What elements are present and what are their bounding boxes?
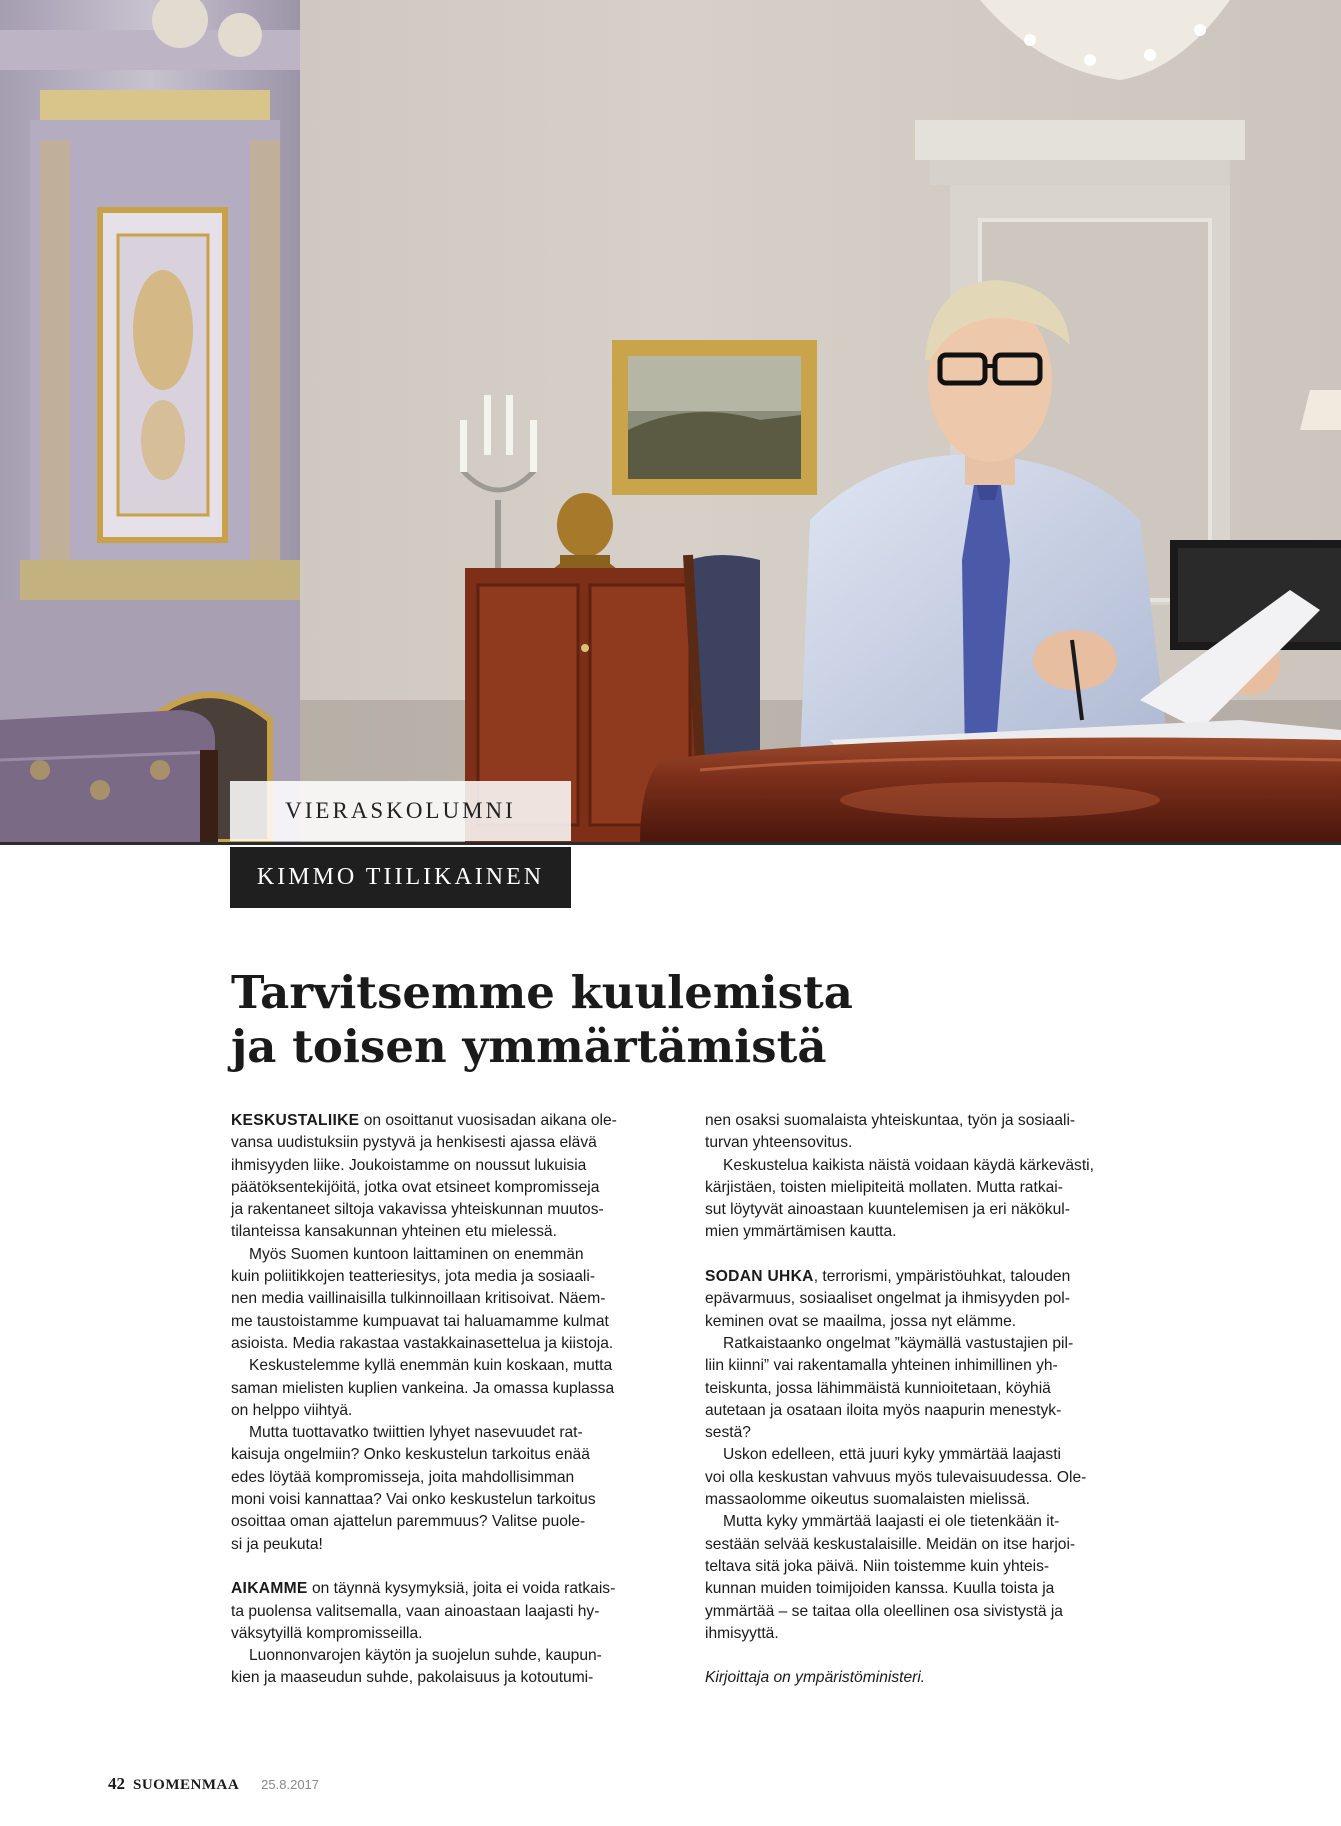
framed-painting [612, 340, 817, 495]
body-column-right [705, 1110, 1145, 1690]
paragraph-line [231, 1110, 671, 1132]
paragraph-line: turvan yhteensovitus. [705, 1134, 853, 1152]
text: , terrorismi, ympäristöuhkat, talouden [813, 1268, 1071, 1286]
paragraph-line [231, 1578, 671, 1600]
paragraph-line: Keskustelemme kyllä enemmän kuin koskaan, mutta [249, 1357, 613, 1375]
paragraph-line: Mutta kyky ymmärtää laajasti ei ole tietenkään it- [723, 1513, 1060, 1531]
paragraph-line: kunnan muiden toimijoiden kanssa. Kuulla toista ja [705, 1580, 1055, 1598]
polished-table [640, 738, 1341, 843]
paragraph-line: ihmisyyttä. [705, 1624, 779, 1642]
paragraph-line: sut löytyvät ainoastaan kuuntelemisen ja eri näkökul- [705, 1201, 1070, 1219]
issue-date: 25.8.2017 [261, 1777, 320, 1792]
paragraph-line: kaisuja ongelmiin? Onko keskustelun tarkoitus enää [231, 1446, 590, 1464]
paragraph-line: ja rakentaneet siltoja vakavissa yhteiskunnan muutos- [231, 1201, 604, 1219]
paragraph-line: kuin poliitikkojen teatteriesitys, jota media ja sosiaali- [231, 1268, 596, 1286]
paragraph-line: tilanteissa kansakunnan yhteinen etu mielessä. [231, 1223, 557, 1241]
paragraph-line: Luonnonvarojen käytön ja suojelun suhde, kaupun- [249, 1647, 602, 1665]
hero-photo [0, 0, 1341, 842]
paragraph-line: asioista. Media rakastaa vastakkainasettelua ja kiistoja. [231, 1334, 614, 1352]
paragraph-line: si ja peukuta! [231, 1535, 323, 1553]
paragraph-line: teltava sitä joka päivä. Niin toistemme kuin yhteis- [705, 1557, 1050, 1575]
hero-photo-illustration [0, 0, 1341, 842]
text: on täynnä kysymyksiä, joita ei voida ratkais- [307, 1580, 616, 1598]
section-gap [705, 1244, 1145, 1266]
paragraph-line: massaolomme oikeutus suomalaisten mielissä. [705, 1491, 1031, 1509]
paragraph-line: ymmärtää – se taitaa olla oleellinen osa sivistystä ja [705, 1602, 1063, 1620]
paragraph-line: nen osaksi suomalaista yhteiskuntaa, työn ja sosiaali- [705, 1112, 1076, 1129]
paragraph-line: voi olla keskustan vahvuus myös tulevaisuudessa. Ole- [705, 1468, 1087, 1486]
paragraph-line: kien ja maaseudun suhde, pakolaisuus ja kotoutumi- [231, 1669, 594, 1687]
author-signoff: Kirjoittaja on ympäristöministeri. [705, 1669, 926, 1687]
lead-in: SODAN UHKA [705, 1268, 814, 1286]
paragraph-line: Uskon edelleen, että juuri kyky ymmärtää laajasti [723, 1446, 1062, 1464]
paragraph-line: teiskunta, jossa lähimmäistä kunnioitetaan, köyhiä [705, 1379, 1051, 1397]
paragraph-line: kärjistäen, toisten mielipiteitä mollaten. Mutta ratkai- [705, 1178, 1063, 1196]
paragraph-line: Ratkaistaanko ongelmat ”käymällä vastustajien pil- [723, 1334, 1074, 1352]
headline-line-1: Tarvitsemme kuulemista [231, 966, 853, 1019]
paragraph-line: osoittaa oman ajattelun paremmuus? Valitse puole- [231, 1513, 586, 1531]
lead-in: AIKAMME [231, 1580, 308, 1598]
page-number: 42 [108, 1774, 125, 1793]
paragraph-line: me taustoistamme kumpuavat tai haluamamme kulmat [231, 1312, 609, 1330]
paragraph-line: liin kiinni” vai rakentamalla yhteinen inhimillinen yh- [705, 1357, 1058, 1375]
text: on osoittanut vuosisadan aikana ole- [359, 1112, 617, 1129]
paragraph-line [705, 1266, 1145, 1288]
headline-line-2: ja toisen ymmärtämistä [231, 1020, 827, 1073]
paragraph-line: moni voisi kannattaa? Vai onko keskustelun tarkoitus [231, 1491, 596, 1509]
author-byline: KIMMO TIILIKAINEN [230, 847, 571, 908]
paragraph-line: Mutta tuottavatko twiittien lyhyet nasevuudet rat- [249, 1424, 583, 1442]
column-kicker: VIERASKOLUMNI [230, 781, 571, 841]
section-gap [705, 1645, 1145, 1667]
paragraph-line: autetaan ja osataan iloita myös naapurin menestyk- [705, 1401, 1062, 1419]
paragraph-line: ihmisyyden liike. Joukoistamme on noussut lukuisia [231, 1156, 587, 1174]
headline [231, 966, 931, 1074]
paragraph-line: keminen ovat se maailma, jossa nyt elämme. [705, 1312, 1017, 1330]
paragraph-line: mien ymmärtämisen kautta. [705, 1223, 897, 1241]
desk-chair [688, 555, 760, 760]
paragraph-line: sestä? [705, 1424, 751, 1442]
paragraph-line: ta puolensa valitsemalla, vaan ainoastaan laajasti hy- [231, 1602, 600, 1620]
paragraph-line: päätöksentekijöitä, jotka ovat etsineet kompromisseja [231, 1178, 600, 1196]
paragraph-line: väksytyillä kompromisseilla. [231, 1624, 423, 1642]
paragraph-line: edes löytää kompromisseja, joita mahdollisimman [231, 1468, 575, 1486]
body-column-left [231, 1110, 671, 1690]
paragraph-line: nen media vaillinaisilla tulkinnoillaan kritisoivat. Näem- [231, 1290, 606, 1308]
purple-chair [0, 710, 218, 842]
paragraph-line: Myös Suomen kuntoon laittaminen on enemmän [249, 1245, 584, 1263]
paragraph-line: saman mielisten kuplien vankeina. Ja omassa kuplassa [231, 1379, 615, 1397]
section-gap [231, 1556, 671, 1578]
magazine-name: SUOMENMAA [133, 1777, 240, 1793]
page-footer [108, 1774, 319, 1794]
paragraph-line: vansa uudistuksiin pystyvä ja henkisesti ajassa elävä [231, 1134, 597, 1152]
photo-bottom-rule [0, 842, 1341, 845]
paragraph-line: epävarmuus, sosiaaliset ongelmat ja ihmisyyden pol- [705, 1290, 1070, 1308]
paragraph-line: sestään selvää keskustalaisille. Meidän on itse harjoi- [705, 1535, 1076, 1553]
paragraph-line: on helppo viihtyä. [231, 1401, 353, 1419]
lead-in: KESKUSTALIIKE [231, 1112, 360, 1129]
paragraph-line: Keskustelua kaikista näistä voidaan käydä kärkevästi, [723, 1156, 1094, 1174]
